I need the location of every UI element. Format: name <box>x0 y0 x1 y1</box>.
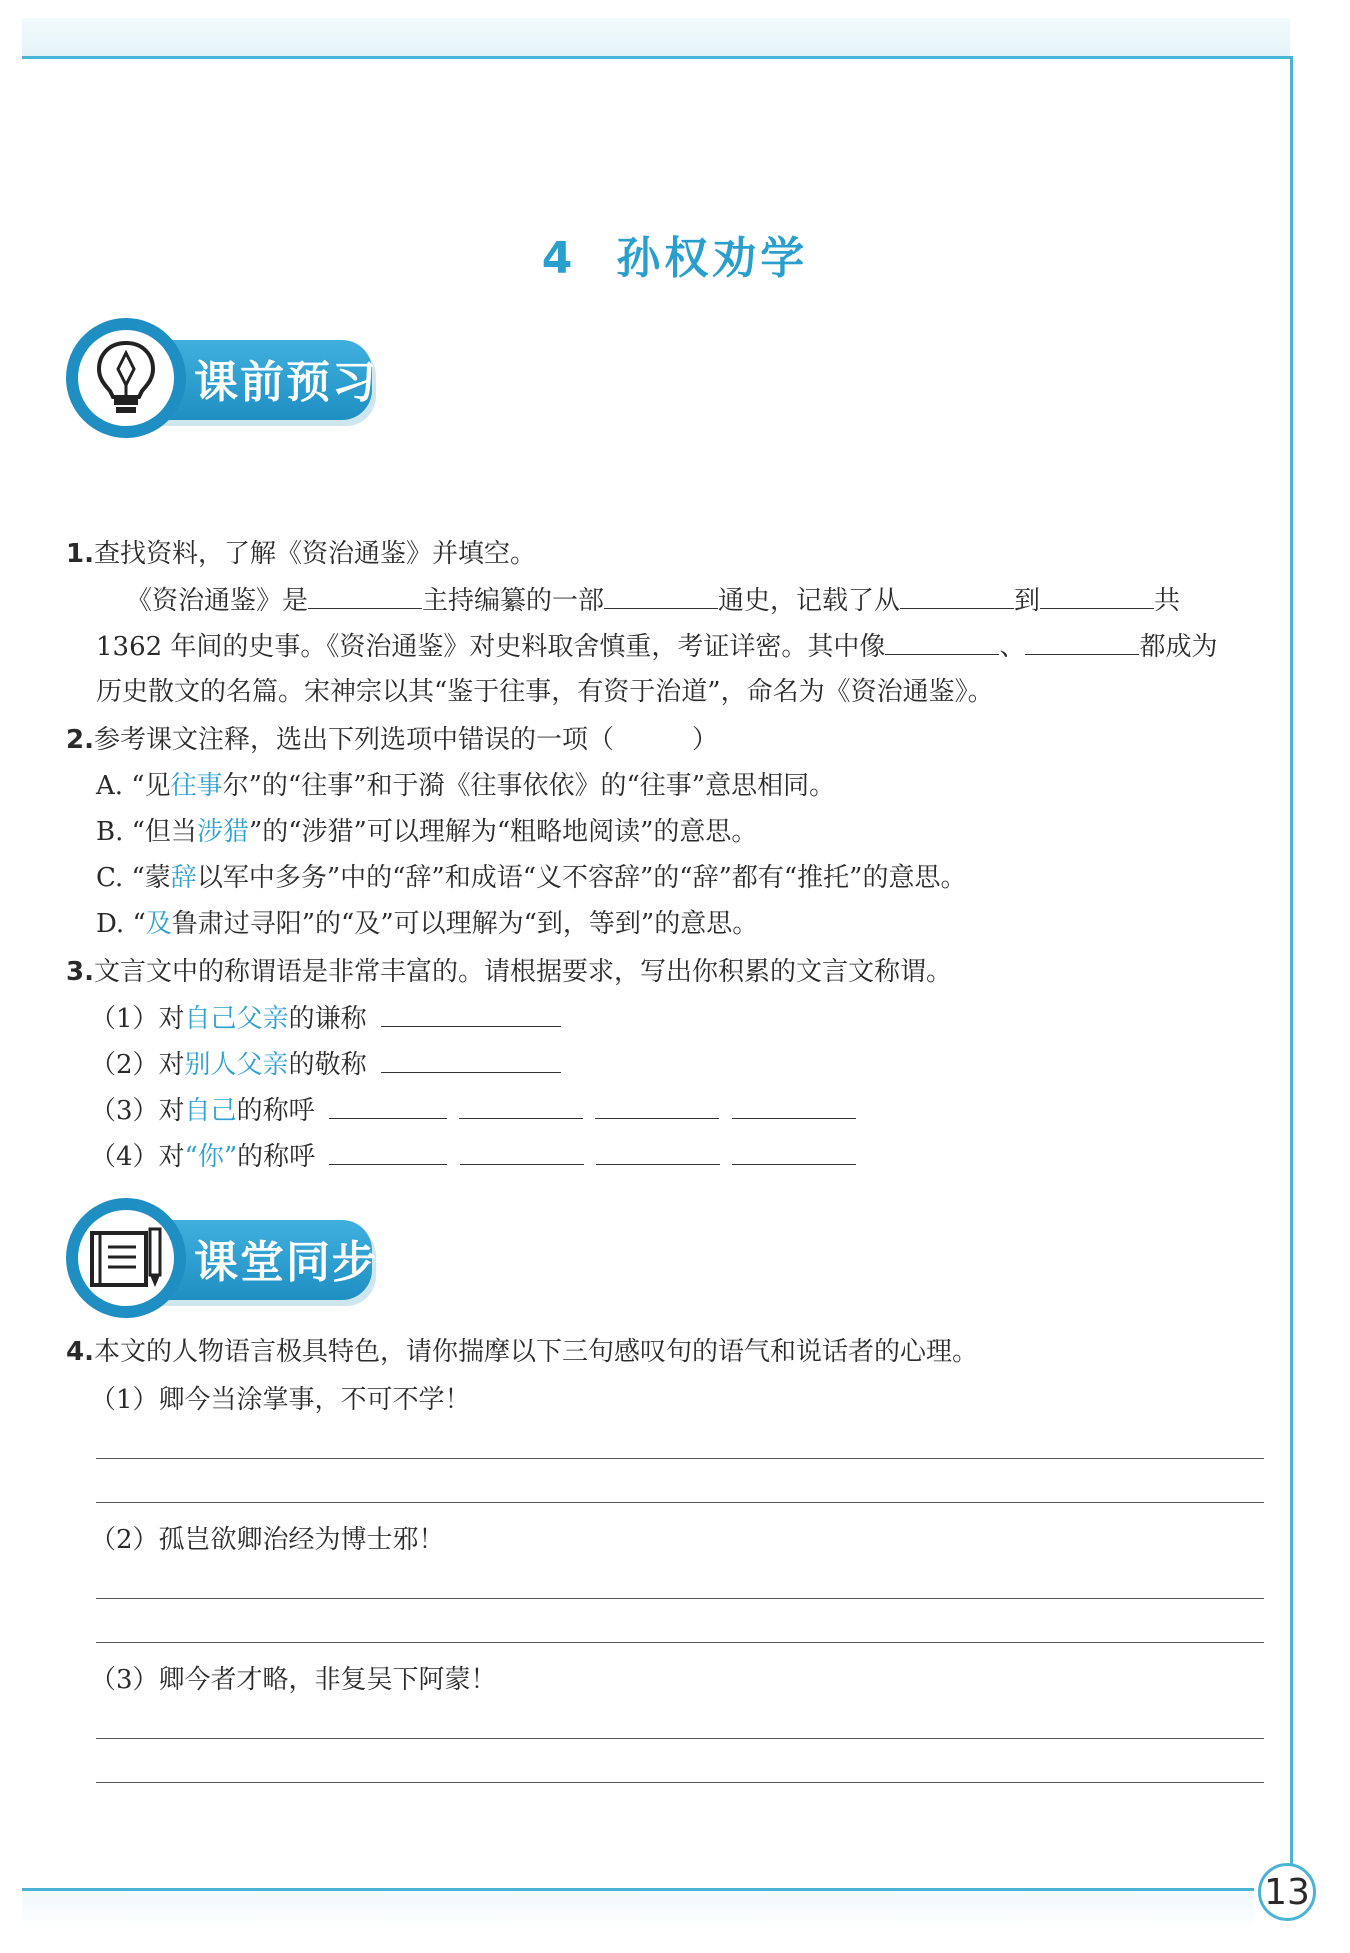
q3-text: （4）对 <box>90 1142 185 1172</box>
q3-item-4 <box>90 1138 856 1175</box>
q4-prompt: 本文的人物语言极具特色，请你揣摩以下三句感叹句的语气和说话者的心理。 <box>93 1337 978 1367</box>
q1-text: 主持编纂的一部 <box>422 586 605 616</box>
q3-text: （1）对 <box>90 1004 185 1034</box>
option-text: B. “但当 <box>96 817 197 847</box>
q3-blank[interactable] <box>459 1092 583 1119</box>
q3-item-2 <box>90 1046 561 1083</box>
q1-text: 、 <box>999 632 1026 662</box>
q4-sentence-3: （3）卿今者才略，非复吴下阿蒙！ <box>90 1665 497 1695</box>
q1-text: 《资治通鉴》是 <box>126 586 309 616</box>
q1-blank-from[interactable] <box>900 582 1014 609</box>
lesson-number: 4 <box>541 233 577 284</box>
option-highlight: 涉猎 <box>196 817 249 847</box>
option-text: 以军中多务”中的“辞”和成语“义不容辞”的“辞”都有“推托”的意思。 <box>196 863 967 893</box>
q1-text: 共 <box>1154 586 1181 616</box>
q1-prompt: 查找资料，了解《资治通鉴》并填空。 <box>93 539 536 569</box>
q2-prompt-line <box>66 722 718 758</box>
answer-line[interactable] <box>96 1738 1264 1739</box>
answer-line[interactable] <box>96 1642 1264 1643</box>
q4-sentence-2: （2）孤岂欲卿治经为博士邪！ <box>90 1525 445 1555</box>
q3-highlight: “你” <box>184 1142 238 1172</box>
lesson-title <box>0 222 1350 286</box>
top-header-band <box>22 18 1290 56</box>
q3-prompt: 文言文中的称谓语是非常丰富的。请根据要求，写出你积累的文言文称谓。 <box>93 957 952 987</box>
option-text: 鲁肃过寻阳”的“及”可以理解为“到，等到”的意思。 <box>171 909 759 939</box>
q3-number: 3. <box>66 957 94 987</box>
q1-line3 <box>96 674 994 710</box>
q1-text: 1362 年间的史事。《资治通鉴》对史料取舍慎重，考证详密。其中像 <box>96 632 886 662</box>
bottom-footer-band <box>22 1891 1254 1931</box>
q2-option-a[interactable] <box>96 768 835 804</box>
section-badge <box>66 318 186 438</box>
q3-blank[interactable] <box>329 1092 447 1119</box>
q3-blank[interactable] <box>596 1138 720 1165</box>
q3-blank[interactable] <box>595 1092 719 1119</box>
q3-blank[interactable] <box>460 1138 584 1165</box>
q1-prompt-line <box>66 536 536 572</box>
section-header-preview <box>66 318 396 438</box>
q1-text: 通史，记载了从 <box>718 586 901 616</box>
option-text: A. “见 <box>96 771 171 801</box>
q3-text: 的敬称 <box>288 1050 367 1080</box>
option-text: ”的“涉猎”可以理解为“粗略地阅读”的意思。 <box>248 817 758 847</box>
q3-text: 的谦称 <box>288 1004 367 1034</box>
q1-number: 1. <box>66 539 94 569</box>
option-highlight: 辞 <box>170 863 197 893</box>
option-text: 尔”的“往事”和于漪《往事依依》的“往事”意思相同。 <box>222 771 836 801</box>
q1-blank-genre[interactable] <box>604 582 718 609</box>
q2-option-c[interactable] <box>96 860 966 896</box>
q3-text: （2）对 <box>90 1050 185 1080</box>
q2-prompt: 参考课文注释，选出下列选项中错误的一项（ ） <box>93 725 718 755</box>
q1-blank-author[interactable] <box>308 582 422 609</box>
frame-right-line <box>1290 56 1293 1864</box>
q4-number: 4. <box>66 1337 94 1367</box>
q1-line2 <box>96 628 1217 665</box>
q4-sentence-1: （1）卿今当涂掌事，不可不学！ <box>90 1385 471 1415</box>
q3-blank[interactable] <box>381 1046 561 1073</box>
q3-highlight: 自己父亲 <box>184 1004 289 1034</box>
q3-text: 的称呼 <box>236 1096 315 1126</box>
q3-prompt-line <box>66 954 952 990</box>
q2-option-d[interactable] <box>96 906 758 942</box>
answer-line[interactable] <box>96 1458 1264 1459</box>
q1-line1 <box>126 582 1180 619</box>
q3-text: （3）对 <box>90 1096 185 1126</box>
q3-blank[interactable] <box>329 1138 447 1165</box>
option-text: D. “ <box>96 909 146 939</box>
lightbulb-icon <box>91 339 161 417</box>
lesson-name: 孙权劝学 <box>616 233 809 284</box>
q3-highlight: 别人父亲 <box>184 1050 289 1080</box>
section-badge <box>66 1198 186 1318</box>
section-header-class <box>66 1198 396 1318</box>
q1-text: 到 <box>1014 586 1041 616</box>
q3-highlight: 自己 <box>184 1096 237 1126</box>
q1-text: 历史散文的名篇。宋神宗以其“鉴于往事，有资于治道”，命名为《资治通鉴》。 <box>96 677 994 707</box>
section-label: 课前预习 <box>194 357 378 408</box>
page-number: 13 <box>1258 1863 1316 1921</box>
q3-item-3 <box>90 1092 856 1129</box>
q3-blank[interactable] <box>732 1138 856 1165</box>
frame-top-line <box>22 56 1293 59</box>
book-pencil-icon <box>88 1225 164 1291</box>
option-highlight: 及 <box>145 909 172 939</box>
q3-blank[interactable] <box>381 1000 561 1027</box>
q1-blank-piece1[interactable] <box>885 628 999 655</box>
answer-line[interactable] <box>96 1782 1264 1783</box>
q3-blank[interactable] <box>732 1092 856 1119</box>
option-highlight: 往事 <box>170 771 223 801</box>
answer-line[interactable] <box>96 1598 1264 1599</box>
q1-blank-piece2[interactable] <box>1025 628 1139 655</box>
q3-item-1 <box>90 1000 561 1037</box>
answer-line[interactable] <box>96 1502 1264 1503</box>
q2-number: 2. <box>66 725 94 755</box>
q2-option-b[interactable] <box>96 814 757 850</box>
q1-text: 都成为 <box>1139 632 1218 662</box>
section-label: 课堂同步 <box>194 1237 378 1288</box>
q3-text: 的称呼 <box>237 1142 316 1172</box>
option-text: C. “蒙 <box>96 863 171 893</box>
q1-blank-to[interactable] <box>1040 582 1154 609</box>
q4-prompt-line <box>66 1334 978 1370</box>
